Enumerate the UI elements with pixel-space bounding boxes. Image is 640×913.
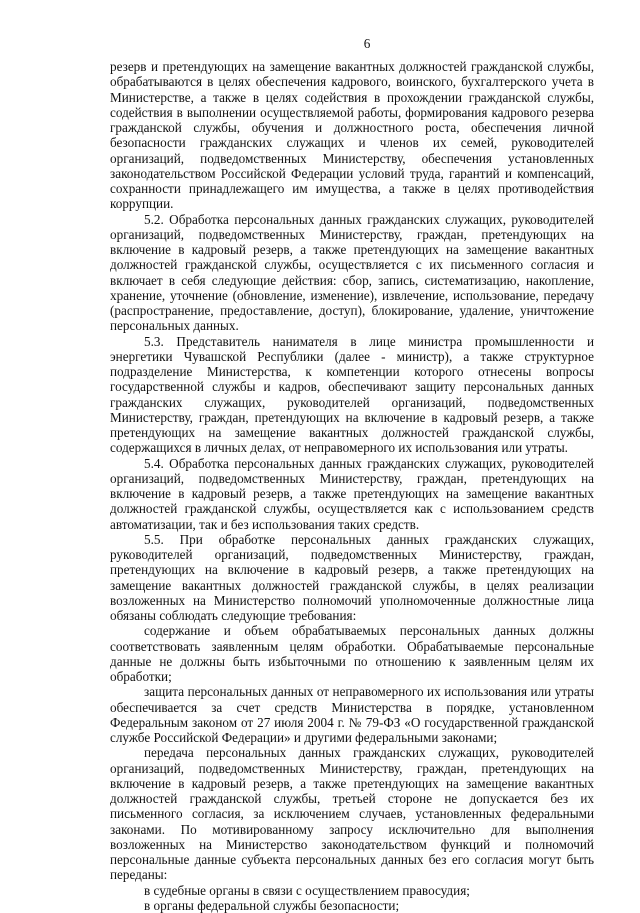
paragraph-requirement-protection: защита персональных данных от неправомерного их использования или утраты обеспечивается за счет средств Министерства в порядке, установленном Федеральным законом от 27 июля 2004 г. № 79-ФЗ «О государственной гражданской службе Российской Федерации» и другими федеральными законами; <box>110 684 594 745</box>
paragraph-requirement-transfer: передача персональных данных гражданских служащих, руководителей организаций, подведомственных Министерству, граждан, претендующих на включение в кадровый резерв, а также претендующих на замещение вакантных должностей гражданской службы, третьей стороне не допускается без их письменного согласия, за исключением случаев, установленных федеральными законами. По мотивированному запросу исключительно для выполнения возложенных на Министерство законодательством функций и полномочий персональные данные субъекта персональных данных без его согласия могут быть переданы: <box>110 745 594 883</box>
paragraph-5-5: 5.5. При обработке персональных данных гражданских служащих, руководителей организаций, подведомственных Министерству, граждан, претендующих на включение в кадровый резерв, а также претендующих на замещение вакантных должностей гражданской службы, в целях реализации возложенных на Министерство полномочий уполномоченные должностные лица обязаны соблюдать следующие требования: <box>110 531 594 623</box>
list-item-courts: в судебные органы в связи с осуществлением правосудия; <box>144 882 470 898</box>
list-item-fsb: в органы федеральной службы безопасности; <box>144 897 400 913</box>
paragraph-1: резерв и претендующих на замещение вакантных должностей гражданской службы, обрабатываются в целях обеспечения кадрового, воинского, бухгалтерского учета в Министерстве, а также в целях содействия в прохождении гражданской службы, содействия в выполнении осуществляемой работы, формирования кадрового резерва гражданской службы, обучения и должностного роста, обеспечения личной безопасности гражданских служащих и членов их семей, руководителей организаций, подведомственных Министерству, обеспечения установленных законодательством Российской Федерации условий труда, гарантий и компенсаций, сохранности принадлежащего им имущества, а также в целях противодействия коррупции. <box>110 59 594 212</box>
page-number: 6 <box>363 36 371 51</box>
paragraph-5-4: 5.4. Обработка персональных данных гражданских служащих, руководителей организаций, подведомственных Министерству, граждан, претендующих на включение в кадровый резерв, а также претендующих на замещение вакантных должностей гражданской службы, осуществляется как с использованием средств автоматизации, так и без использования таких средств. <box>110 455 594 532</box>
paragraph-5-3: 5.3. Представитель нанимателя в лице министра промышленности и энергетики Чувашской Республики (далее - министр), а также структурное подразделение Министерства, к компетенции которого отнесены вопросы государственной службы и кадров, обеспечивают защиту персональных данных гражданских служащих, руководителей организаций, подведомственных Министерству, граждан, претендующих на включение в кадровый резерв, а также претендующих на замещение вакантных должностей гражданской службы, содержащихся в личных делах, от неправомерного их использования или утраты. <box>110 333 594 456</box>
paragraph-requirement-content: содержание и объем обрабатываемых персональных данных должны соответствовать заявленным целям обработки. Обрабатываемые персональные данные не должны быть избыточными по отношению к заявленным целям их обработки; <box>110 623 594 684</box>
paragraph-5-2: 5.2. Обработка персональных данных гражданских служащих, руководителей организаций, подведомственных Министерству, граждан, претендующих на включение в кадровый резерв, а также претендующих на замещение вакантных должностей гражданской службы, осуществляется с их письменного согласия и включает в себя следующие действия: сбор, запись, систематизацию, накопление, хранение, уточнение (обновление, изменение), извлечение, использование, передачу (распространение, предоставление, доступ), блокирование, удаление, уничтожение персональных данных. <box>110 211 594 334</box>
